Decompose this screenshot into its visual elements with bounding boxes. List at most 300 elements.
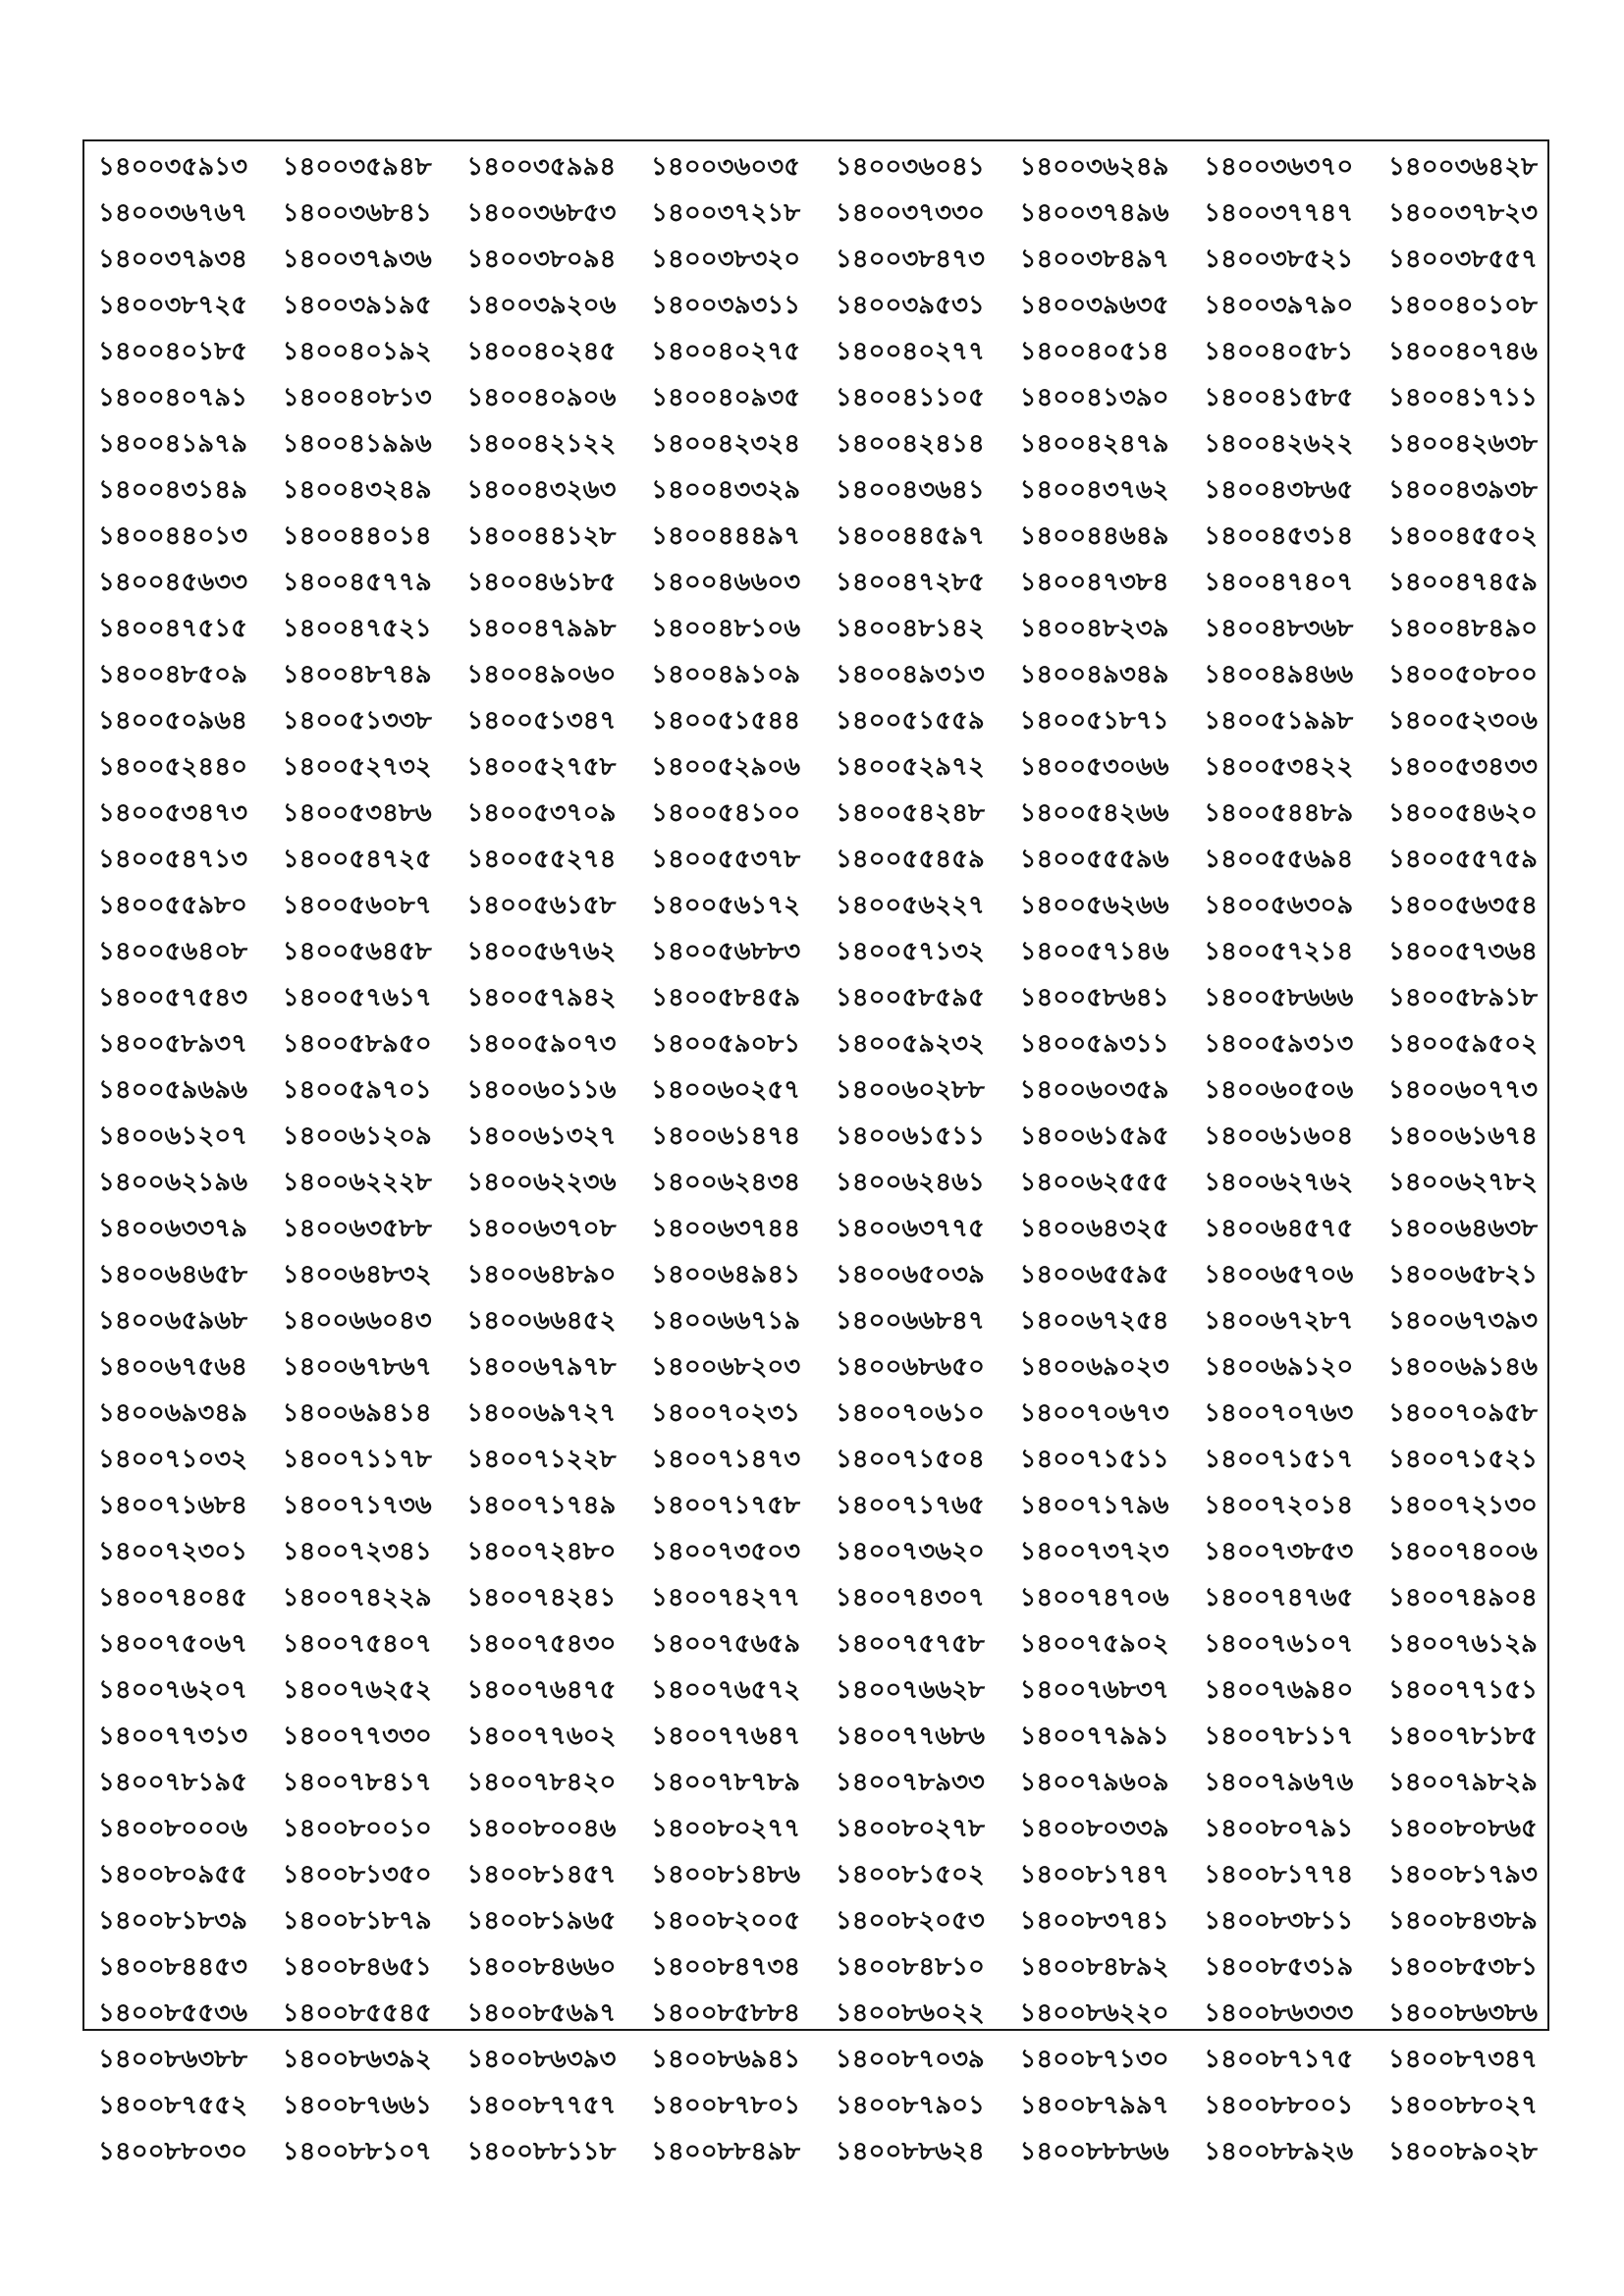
roll-number: ১৪০০৫৬৪০৮	[98, 937, 247, 966]
roll-number: ১৪০০৭০৯৫৮	[1387, 1398, 1538, 1428]
number-row	[84, 1898, 1547, 1944]
number-row	[84, 237, 1547, 283]
roll-number: ১৪০০৮৭৯০১	[835, 2091, 985, 2120]
roll-number: ১৪০০৬০১১৬	[466, 1075, 617, 1105]
roll-number: ১৪০০৭৩৬২০	[835, 1537, 985, 1566]
number-row	[84, 1483, 1547, 1529]
roll-number: ১৪০০৪৩৮৬৫	[1204, 475, 1354, 505]
roll-number: ১৪০০৫২৭৫৮	[466, 752, 617, 782]
number-row	[84, 1391, 1547, 1437]
roll-number: ১৪০০৪৮১৪২	[835, 614, 985, 643]
roll-number: ১৪০০৬০২৫৭	[651, 1075, 801, 1105]
roll-number: ১৪০০৪১৩৯০	[1019, 383, 1169, 412]
roll-number: ১৪০০৫০৯৬৪	[98, 706, 247, 736]
number-row	[84, 698, 1547, 744]
roll-number: ১৪০০৫০৮০০	[1387, 660, 1538, 689]
roll-number: ১৪০০৭৮১৮৫	[1387, 1722, 1538, 1751]
roll-number: ১৪০০৩৫৯৯৪	[466, 152, 617, 182]
roll-number: ১৪০০৩৯১৯৫	[282, 291, 432, 320]
roll-number: ১৪০০৬৪৬৩৮	[1387, 1214, 1538, 1243]
roll-number: ১৪০০৭৪২৪১	[466, 1583, 617, 1613]
roll-number: ১৪০০৩৯৬৩৫	[1019, 291, 1169, 320]
roll-number: ১৪০০৭৬৬২৮	[835, 1675, 985, 1705]
number-row	[84, 1067, 1547, 1114]
roll-number: ১৪০০৪৩৬৪১	[835, 475, 985, 505]
roll-number: ১৪০০৪৪৫৯৭	[835, 521, 985, 551]
roll-number: ১৪০০৫৪৭২৫	[282, 845, 432, 874]
roll-number: ১৪০০৮৬৩৮৬	[1387, 1998, 1538, 2028]
roll-number: ১৪০০৮৮৬২৪	[835, 2137, 985, 2166]
roll-number: ১৪০০৫৪২৬৬	[1019, 798, 1169, 828]
roll-number: ১৪০০৬৫৫৯৫	[1019, 1260, 1169, 1289]
roll-number: ১৪০০৪১১০৫	[835, 383, 985, 412]
roll-number: ১৪০০৭১৬৮৪	[98, 1491, 247, 1520]
roll-number: ১৪০০৭১০৩২	[98, 1445, 248, 1474]
roll-number: ১৪০০৬৪৫৭৫	[1204, 1214, 1354, 1243]
roll-number: ১৪০০৪৫৬৩৩	[98, 568, 248, 597]
roll-number: ১৪০০৬৫০৩৯	[835, 1260, 985, 1289]
roll-number: ১৪০০৪৯১০৯	[651, 660, 801, 689]
roll-number: ১৪০০৬৪৩২৫	[1019, 1214, 1169, 1243]
roll-number: ১৪০০৪০১৮৫	[98, 337, 247, 366]
roll-number: ১৪০০৫৮৬৪১	[1019, 983, 1169, 1012]
roll-number: ১৪০০৬৭৮৬৭	[282, 1352, 432, 1382]
roll-number: ১৪০০৩৬৮৫৩	[466, 198, 617, 228]
number-row	[84, 975, 1547, 1021]
roll-number: ১৪০০৭৮৭৮৯	[651, 1768, 801, 1797]
roll-number: ১৪০০৮১৫০২	[835, 1860, 985, 1889]
roll-number: ১৪০০৮০০১০	[282, 1814, 432, 1843]
roll-number: ১৪০০৭৭৩৩০	[282, 1722, 432, 1751]
roll-number: ১৪০০৫৩৪৩৩	[1387, 752, 1538, 782]
roll-number: ১৪০০৫৫৭৫৯	[1388, 845, 1538, 874]
roll-number: ১৪০০৪০২৭৭	[835, 337, 985, 366]
roll-number: ১৪০০৫৮৪৫৯	[651, 983, 801, 1012]
roll-number: ১৪০০৩৭৩৩০	[835, 198, 985, 228]
roll-number: ১৪০০৫৭২১৪	[1204, 937, 1354, 966]
roll-number: ১৪০০৬৯১৪৬	[1388, 1352, 1538, 1382]
roll-number: ১৪০০৪৪১২৮	[466, 521, 617, 551]
roll-number: ১৪০০৮৮১১৮	[466, 2137, 617, 2166]
roll-number: ১৪০০৩৮৭২৫	[98, 291, 248, 320]
roll-number: ১৪০০৪০২৪৫	[466, 337, 617, 366]
roll-number: ১৪০০৬৮৬৫০	[835, 1352, 985, 1382]
roll-number: ১৪০০৭৩৭২৩	[1019, 1537, 1169, 1566]
roll-number: ১৪০০৭৪২২৯	[282, 1583, 432, 1613]
roll-number: ১৪০০৬৩৭৪৪	[651, 1214, 801, 1243]
roll-number: ১৪০০৭৭১৫১	[1388, 1675, 1538, 1705]
number-row	[84, 1114, 1547, 1160]
roll-number: ১৪০০৭৫০৬৭	[98, 1629, 248, 1659]
roll-number: ১৪০০৮৬২২০	[1019, 1998, 1169, 2028]
roll-number: ১৪০০৩৯২০৬	[466, 291, 617, 320]
number-row	[84, 1806, 1547, 1852]
roll-number: ১৪০০৮৭৬৬১	[282, 2091, 432, 2120]
roll-number: ১৪০০৬৩৭৭৫	[835, 1214, 985, 1243]
roll-number: ১৪০০৪২৪১৪	[835, 429, 985, 459]
roll-number: ১৪০০৮৬৩৩৩	[1204, 1998, 1354, 2028]
roll-number: ১৪০০৭৮১১৭	[1204, 1722, 1354, 1751]
roll-number: ১৪০০৮৩৮১১	[1204, 1906, 1354, 1936]
roll-number: ১৪০০৭১৭৫৮	[651, 1491, 801, 1520]
roll-number: ১৪০০৪৫৫০২	[1387, 521, 1538, 551]
roll-number: ১৪০০৬৭৩৯৩	[1387, 1306, 1538, 1336]
roll-number: ১৪০০৭২৪৮০	[466, 1537, 617, 1566]
roll-number: ১৪০০৮৫৬৯৭	[466, 1998, 617, 2028]
roll-number: ১৪০০৪৪০১৩	[98, 521, 247, 551]
roll-number: ১৪০০৭১৭৩৬	[282, 1491, 432, 1520]
roll-number: ১৪০০৪৮৭৪৯	[282, 660, 432, 689]
roll-number: ১৪০০৬২৫৫৫	[1019, 1168, 1169, 1197]
number-row	[84, 514, 1547, 560]
roll-number: ১৪০০৭৪২৭৭	[651, 1583, 801, 1613]
roll-number: ১৪০০৬৭৫৬৪	[98, 1352, 248, 1382]
roll-number: ১৪০০৪৭৫২১	[282, 614, 432, 643]
roll-number: ১৪০০৭৭৬০২	[466, 1722, 617, 1751]
roll-number: ১৪০০৫৪১০০	[651, 798, 801, 828]
roll-number: ১৪০০৪১৭১১	[1387, 383, 1538, 412]
roll-number: ১৪০০৭১১৭৮	[282, 1445, 432, 1474]
number-row	[84, 191, 1547, 237]
roll-number: ১৪০০৭১৪৭৩	[651, 1445, 801, 1474]
roll-number: ১৪০০৮৭৫৫২	[98, 2091, 247, 2120]
roll-number: ১৪০০৬৯৩৪৯	[98, 1398, 247, 1428]
number-row	[84, 1206, 1547, 1252]
roll-number: ১৪০০৮৬০২২	[835, 1998, 985, 2028]
roll-number: ১৪০০৬৫৭০৬	[1204, 1260, 1354, 1289]
roll-number: ১৪০০৫৪৪৮৯	[1204, 798, 1354, 828]
roll-number: ১৪০০৪৮৩৬৮	[1204, 614, 1354, 643]
roll-number: ১৪০০৪০৭৪৬	[1387, 337, 1538, 366]
roll-number: ১৪০০৭১২২৮	[466, 1445, 617, 1474]
roll-number: ১৪০০৬৯৪১৪	[282, 1398, 432, 1428]
number-row	[84, 2037, 1547, 2083]
roll-number: ১৪০০৫৬৪৫৮	[282, 937, 432, 966]
roll-number: ১৪০০৪২৩২৪	[651, 429, 801, 459]
roll-number: ১৪০০৮৪৬৬০	[466, 1952, 617, 1982]
roll-number: ১৪০০৫৬০৮৭	[282, 891, 432, 920]
roll-number: ১৪০০৬৯৭২৭	[466, 1398, 617, 1428]
roll-number: ১৪০০৫৮৯৫০	[282, 1029, 432, 1059]
number-row	[84, 1714, 1547, 1760]
roll-number: ১৪০০৮০৩৩৯	[1019, 1814, 1169, 1843]
roll-number: ১৪০০৪০৯৩৫	[651, 383, 801, 412]
roll-number: ১৪০০৪২৬৩৮	[1387, 429, 1538, 459]
roll-number: ১৪০০৮৫৫৩৬	[98, 1998, 247, 2028]
roll-number: ১৪০০৫৯০৭৩	[466, 1029, 617, 1059]
roll-number: ১৪০০৭৫৯০২	[1019, 1629, 1169, 1659]
roll-number: ১৪০০৮৬৩৮৮	[98, 2045, 247, 2074]
number-row	[84, 1852, 1547, 1898]
roll-number: ১৪০০৮৮১০৭	[282, 2137, 432, 2166]
roll-number: ১৪০০৪০২৭৫	[651, 337, 801, 366]
roll-number: ১৪০০৫৬৩০৯	[1204, 891, 1354, 920]
roll-number: ১৪০০৫৭১৩২	[835, 937, 985, 966]
roll-number: ১৪০০৮৪৪৫৩	[98, 1952, 247, 1982]
roll-number: ১৪০০৬২২২৮	[282, 1168, 432, 1197]
roll-number: ১৪০০৭১৫০৪	[835, 1445, 985, 1474]
roll-number: ১৪০০৭৯৮২৯	[1387, 1768, 1538, 1797]
roll-number: ১৪০০৬০৫০৬	[1204, 1075, 1354, 1105]
roll-number: ১৪০০৮১৪৫৭	[466, 1860, 617, 1889]
roll-number: ১৪০০৮০২৭৭	[651, 1814, 801, 1843]
roll-number: ১৪০০৮২০৫৩	[835, 1906, 985, 1936]
roll-number: ১৪০০৪৯৪৬৬	[1204, 660, 1354, 689]
roll-number: ১৪০০৫৫৯৮০	[98, 891, 247, 920]
roll-number: ১৪০০৬৭২৮৭	[1204, 1306, 1354, 1336]
roll-number: ১৪০০৬৭৯৭৮	[466, 1352, 617, 1382]
roll-number: ১৪০০৭১৭৪৯	[466, 1491, 617, 1520]
roll-number: ১৪০০৮৪৭৩৪	[651, 1952, 801, 1982]
roll-number: ১৪০০৪০৫৮১	[1204, 337, 1354, 366]
roll-number: ১৪০০৩৯৩১১	[651, 291, 801, 320]
roll-number: ১৪০০৩৭৭৪৭	[1204, 198, 1354, 228]
roll-number: ১৪০০৩৭২১৮	[651, 198, 801, 228]
roll-number: ১৪০০৭৮১৯৫	[98, 1768, 247, 1797]
roll-number: ১৪০০৬৫৯৬৮	[98, 1306, 247, 1336]
roll-number: ১৪০০৮৭৯৯৭	[1019, 2091, 1169, 2120]
roll-number: ১৪০০৭৫৭৫৮	[835, 1629, 985, 1659]
roll-number: ১৪০০৬০২৮৮	[835, 1075, 985, 1105]
roll-number: ১৪০০৬১৬০৪	[1204, 1121, 1354, 1151]
number-row	[84, 329, 1547, 375]
roll-number: ১৪০০৭৪৭৬৫	[1204, 1583, 1354, 1613]
roll-number: ১৪০০৬৬৭১৯	[651, 1306, 801, 1336]
number-row	[84, 421, 1547, 467]
roll-number: ১৪০০৫৩৪৭৩	[98, 798, 248, 828]
roll-number: ১৪০০৫৮৫৯৫	[835, 983, 985, 1012]
roll-number: ১৪০০৫১৩৩৮	[282, 706, 432, 736]
roll-number: ১৪০০৪৮৫০৯	[98, 660, 247, 689]
roll-number: ১৪০০৫৮৯৩৭	[98, 1029, 247, 1059]
roll-number: ১৪০০৩৮৫২১	[1204, 245, 1354, 274]
roll-number: ১৪০০৫১৫৫৯	[835, 706, 985, 736]
roll-number: ১৪০০৮০৭৯১	[1204, 1814, 1354, 1843]
roll-number: ১৪০০৭৫৪০৭	[282, 1629, 432, 1659]
roll-number: ১৪০০৭৮৪২০	[466, 1768, 617, 1797]
roll-number: ১৪০০৮৫৩৮১	[1388, 1952, 1538, 1982]
roll-number: ১৪০০৬৪৯৪১	[651, 1260, 801, 1289]
roll-number: ১৪০০৫৫২৭৪	[466, 845, 617, 874]
roll-number: ১৪০০৬১২০৯	[282, 1121, 432, 1151]
roll-number: ১৪০০৮৮৯২৬	[1204, 2137, 1354, 2166]
roll-number: ১৪০০৩৬০৩৫	[651, 152, 801, 182]
roll-number: ১৪০০৪৩৩২৯	[651, 475, 801, 505]
roll-number: ১৪০০৪৩২৬৩	[466, 475, 617, 505]
roll-number: ১৪০০৭৭৩১৩	[98, 1722, 248, 1751]
roll-number: ১৪০০৩৯৭৯০	[1204, 291, 1354, 320]
roll-number: ১৪০০৫৪৭১৩	[98, 845, 247, 874]
roll-number: ১৪০০৫৫৩৭৮	[651, 845, 801, 874]
number-row	[84, 2129, 1547, 2175]
roll-number: ১৪০০৮০০৪৬	[466, 1814, 617, 1843]
roll-number: ১৪০০৭১৫২১	[1388, 1445, 1538, 1474]
roll-number: ১৪০০৬২২৩৬	[466, 1168, 617, 1197]
roll-number: ১৪০০৩৯৫৩১	[835, 291, 985, 320]
roll-number: ১৪০০৬৬৮৪৭	[835, 1306, 985, 1336]
roll-number: ১৪০০৮৪৮৯২	[1019, 1952, 1169, 1982]
number-row	[84, 883, 1547, 929]
roll-number: ১৪০০৬০৩৫৯	[1019, 1075, 1169, 1105]
roll-number: ১৪০০৮১৭৯৩	[1387, 1860, 1538, 1889]
roll-number: ১৪০০৫৭৫৪৩	[98, 983, 247, 1012]
roll-number: ১৪০০৭০২৩১	[651, 1398, 801, 1428]
roll-number: ১৪০০৫৩৪২২	[1204, 752, 1354, 782]
roll-number: ১৪০০৭৪৩০৭	[835, 1583, 985, 1613]
roll-number: ১৪০০৬৪৮৯০	[466, 1260, 617, 1289]
roll-number: ১৪০০৮৮০৩০	[98, 2137, 248, 2166]
roll-number: ১৪০০৬৮২০৩	[651, 1352, 801, 1382]
roll-number: ১৪০০৪৩৭৬২	[1019, 475, 1169, 505]
roll-number: ১৪০০৮৫৮৮৪	[651, 1998, 800, 2028]
roll-number: ১৪০০৩৬৪২৮	[1387, 152, 1538, 182]
number-row	[84, 652, 1547, 698]
roll-number: ১৪০০৪১৯৭৯	[98, 429, 247, 459]
number-row	[84, 1252, 1547, 1298]
roll-number: ১৪০০৭২৩৪১	[282, 1537, 432, 1566]
roll-number: ১৪০০৫৬২৬৬	[1019, 891, 1169, 920]
roll-number: ১৪০০৫৬৭৬২	[466, 937, 617, 966]
roll-number: ১৪০০৩৬৩৭০	[1204, 152, 1354, 182]
roll-number: ১৪০০৮৫৫৪৫	[282, 1998, 432, 2028]
roll-number: ১৪০০৪১৫৮৫	[1204, 383, 1354, 412]
roll-number: ১৪০০৪৪৪৯৭	[651, 521, 801, 551]
roll-number: ১৪০০৮১৯৬৫	[466, 1906, 617, 1936]
roll-number: ১৪০০৮৮০০১	[1204, 2091, 1354, 2120]
roll-number: ১৪০০৪০১০৮	[1387, 291, 1538, 320]
roll-number: ১৪০০৫১৫৪৪	[651, 706, 801, 736]
roll-number: ১৪০০৮৭৭৫৭	[466, 2091, 617, 2120]
roll-number: ১৪০০৬১৫৯৫	[1019, 1121, 1169, 1151]
roll-number: ১৪০০৮৮৪৯৮	[651, 2137, 801, 2166]
roll-number: ১৪০০৫৪৬২০	[1387, 798, 1538, 828]
roll-number: ১৪০০৮৭৮০১	[651, 2091, 801, 2120]
roll-number: ১৪০০৬১৪৭৪	[651, 1121, 801, 1151]
roll-number: ১৪০০৮০২৭৮	[835, 1814, 985, 1843]
roll-number: ১৪০০৫৭৯৪২	[466, 983, 617, 1012]
roll-number: ১৪০০৮৩৭৪১	[1019, 1906, 1169, 1936]
roll-number: ১৪০০৬৬০৪৩	[282, 1306, 432, 1336]
roll-number: ১৪০০৮৮০২৭	[1387, 2091, 1538, 2120]
roll-number: ১৪০০৫৭১৪৬	[1019, 937, 1169, 966]
roll-number: ১৪০০৬১৬৭৪	[1387, 1121, 1538, 1151]
roll-number: ১৪০০৮৬৩৯২	[282, 2045, 432, 2074]
roll-number: ১৪০০৪২৪৭৯	[1019, 429, 1169, 459]
roll-number: ১৪০০৫৯০৮১	[651, 1029, 801, 1059]
roll-number: ১৪০০৭৭৬৪৭	[651, 1722, 801, 1751]
roll-number: ১৪০০৩৭৮২৩	[1387, 198, 1538, 228]
roll-number: ১৪০০৭৪৯০৪	[1387, 1583, 1538, 1613]
roll-number: ১৪০০৬০৭৭৩	[1387, 1075, 1538, 1105]
roll-number: ১৪০০৭৬১০৭	[1204, 1629, 1354, 1659]
roll-number: ১৪০০৭৮৯৩৩	[835, 1768, 985, 1797]
number-row	[84, 1760, 1547, 1806]
roll-number: ১৪০০৪২১২২	[466, 429, 617, 459]
roll-number: ১৪০০৭৬৯৪০	[1204, 1675, 1354, 1705]
roll-number: ১৪০০৮০৮৬৫	[1387, 1814, 1538, 1843]
roll-number: ১৪০০৪৮১০৬	[651, 614, 801, 643]
roll-number: ১৪০০৮৭৩৪৭	[1387, 2045, 1538, 2074]
number-row	[84, 1437, 1547, 1483]
roll-number: ১৪০০৫৭৩৬৪	[1387, 937, 1538, 966]
roll-number: ১৪০০৭৩৮৫৩	[1204, 1537, 1354, 1566]
roll-number: ১৪০০৫৯৬৯৬	[98, 1075, 247, 1105]
roll-number: ১৪০০৭৬৪৭৫	[466, 1675, 617, 1705]
roll-number: ১৪০০৬২৪৩৪	[651, 1168, 801, 1197]
number-row	[84, 1944, 1547, 1991]
roll-number: ১৪০০৮১৮৭৯	[282, 1906, 432, 1936]
roll-number: ১৪০০৬১৩২৭	[466, 1121, 617, 1151]
roll-number: ১৪০০৬৯১২০	[1204, 1352, 1354, 1382]
roll-number: ১৪০০৭১৫১৭	[1204, 1445, 1354, 1474]
roll-number: ১৪০০৪৩১৪৯	[98, 475, 247, 505]
roll-number: ১৪০০৫২৭৩২	[282, 752, 432, 782]
roll-number: ১৪০০৭৪০৪৫	[98, 1583, 247, 1613]
roll-number: ১৪০০৬৩৭০৮	[466, 1214, 617, 1243]
roll-number: ১৪০০৪৩৯৩৮	[1387, 475, 1538, 505]
roll-number: ১৪০০৮০৯৫৫	[98, 1860, 247, 1889]
roll-number: ১৪০০৭২১৩০	[1387, 1491, 1538, 1520]
roll-number: ১৪০০৪০৭৯১	[98, 383, 247, 412]
roll-number: ১৪০০৪০৫১৪	[1019, 337, 1169, 366]
roll-number: ১৪০০৫৯৩১৩	[1204, 1029, 1354, 1059]
number-row	[84, 144, 1547, 191]
roll-number: ১৪০০৩৮৫৫৭	[1388, 245, 1538, 274]
roll-number: ১৪০০৭২৩০১	[98, 1537, 248, 1566]
roll-number: ১৪০০৩৬২৪৯	[1019, 152, 1169, 182]
roll-number: ১৪০০৪২৬২২	[1204, 429, 1354, 459]
roll-number: ১৪০০৫৯২৩২	[835, 1029, 985, 1059]
number-row	[84, 1991, 1547, 2037]
roll-number: ১৪০০৫৩৭০৯	[466, 798, 617, 828]
roll-number: ১৪০০৪০৯০৬	[466, 383, 617, 412]
roll-number: ১৪০০৪৮২৩৯	[1019, 614, 1169, 643]
roll-number: ১৪০০৩৫৯১৩	[98, 152, 247, 182]
roll-number: ১৪০০৬৪৮৩২	[282, 1260, 432, 1289]
number-row	[84, 1621, 1547, 1667]
roll-number: ১৪০০৭৫৪৩০	[466, 1629, 617, 1659]
roll-number: ১৪০০৬৫৮২১	[1387, 1260, 1538, 1289]
roll-number: ১৪০০৮১৭৭৪	[1204, 1860, 1354, 1889]
roll-number: ১৪০০৫১৩৪৭	[466, 706, 617, 736]
number-row	[84, 1021, 1547, 1067]
number-row	[84, 606, 1547, 652]
roll-number: ১৪০০৪৪৬৪৯	[1019, 521, 1169, 551]
roll-number: ১৪০০৩৮০৯৪	[466, 245, 617, 274]
roll-number: ১৪০০৪৭৪০৭	[1204, 568, 1354, 597]
roll-number: ১৪০০৬২১৯৬	[98, 1168, 248, 1197]
roll-number: ১৪০০৪৫৩১৪	[1204, 521, 1354, 551]
roll-number: ১৪০০৩৭৪৯৬	[1019, 198, 1169, 228]
roll-number: ১৪০০৮২০০৫	[651, 1906, 801, 1936]
roll-number: ১৪০০৫৬৮৮৩	[651, 937, 801, 966]
roll-number: ১৪০০৫১৯৯৮	[1204, 706, 1354, 736]
roll-number: ১৪০০৫২৩০৬	[1387, 706, 1538, 736]
roll-number: ১৪০০৬৪৬৫৮	[98, 1260, 247, 1289]
number-row	[84, 467, 1547, 514]
number-list-page	[82, 139, 1549, 2166]
roll-number: ১৪০০৭৪৭০৬	[1019, 1583, 1169, 1613]
roll-number: ১৪০০৪৭৩৮৪	[1019, 568, 1169, 597]
number-row	[84, 837, 1547, 883]
roll-number: ১৪০০৪৭২৮৫	[835, 568, 985, 597]
roll-number: ১৪০০৪৪০১৪	[282, 521, 432, 551]
roll-number: ১৪০০৫৫৪৫৯	[835, 845, 985, 874]
roll-number: ১৪০০৭৬২৫২	[282, 1675, 432, 1705]
roll-number: ১৪০০৫৯৫০২	[1388, 1029, 1538, 1059]
roll-number: ১৪০০৭১৭৯৬	[1019, 1491, 1169, 1520]
roll-number: ১৪০০৪৭৯৯৮	[466, 614, 617, 643]
